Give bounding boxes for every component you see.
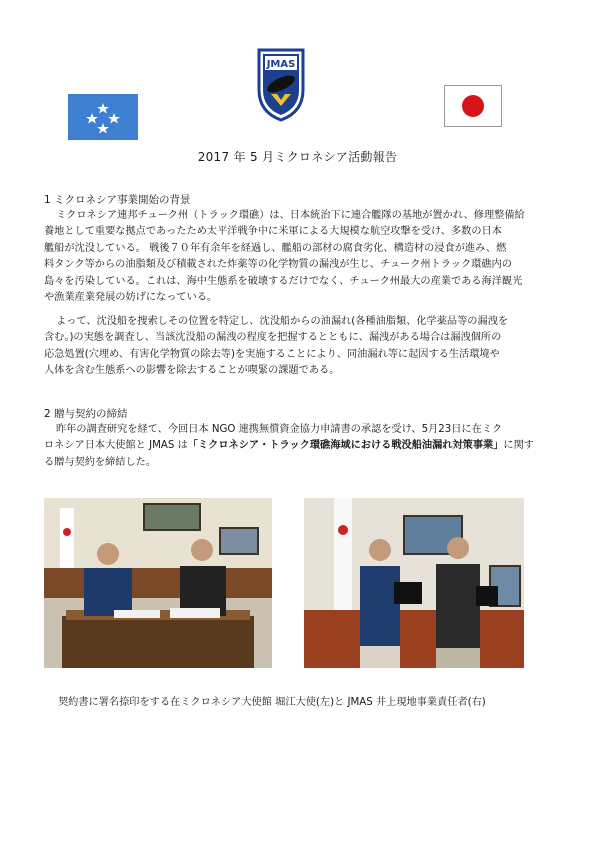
jmas-logo — [255, 46, 307, 122]
section-1-paragraph-2 — [44, 314, 554, 380]
text-line: 料タンク等からの油脂類及び積載された炸薬等の化学物質の漏洩が生じ、チューク州トラック環礁内の — [44, 259, 512, 271]
text-line: 応急処置(穴埋め、有害化学物質の除去等)を実施することにより、同油漏れ等に起因する生活環境や — [44, 348, 500, 360]
text-run: に関す — [503, 440, 534, 452]
text-line: 含む。)の実態を調査し、当該沈没船の漏洩の程度を把握するとともに、漏洩がある場合は漏洩個所の — [44, 332, 502, 344]
text-line: よって、沈没船を捜索しその位置を特定し、沈没船からの油漏れ(各種油脂類、化学薬品等の漏洩を — [56, 316, 509, 327]
section-2-heading: 2 贈与契約の締結 — [44, 408, 128, 420]
handshake-photo — [304, 498, 524, 668]
section-2-paragraph — [44, 422, 554, 471]
logo-text: JMAS — [266, 59, 296, 70]
text-line: 昨年の調査研究を経て、今回日本 NGO 連携無償資金協力申請書の承認を受け、5月23日に在ミク — [56, 424, 503, 435]
photo-caption: 契約書に署名捺印をする在ミクロネシア大使館 堀江大使(左)と JMAS 井上現地事業責任者(右) — [58, 697, 486, 708]
text-line: る贈与契約を締結した。 — [44, 456, 157, 468]
text-line: 養地として重要な拠点であったため太平洋戦争中に米軍による大規模な航空攻撃を受け、多数の日本 — [44, 226, 502, 238]
text-line: 島々を汚染している。これは、海中生態系を破壊するだけでなく、チューク州最大の産業である海洋観光 — [44, 275, 523, 287]
rising-sun-disc — [462, 95, 484, 117]
signing-photo — [44, 498, 272, 668]
text-line — [44, 438, 554, 454]
text-line: 人体を含む生態系への影響を除去することが喫緊の課題である。 — [44, 365, 340, 377]
text-line: や漁業産業発展の妨げになっている。 — [44, 292, 218, 304]
text-line: ミクロネシア連邦チューク州（トラック環礁）は、日本統治下に連合艦隊の基地が置かれ、修理整備給 — [56, 210, 525, 221]
text-line: 艦船が沈没している。 戦後７０年有余年を経過し、艦船の部材の腐食劣化、構造材の浸食が進み、燃 — [44, 242, 507, 254]
section-1-heading: 1 ミクロネシア事業開始の背景 — [44, 194, 191, 206]
micronesia-flag — [68, 94, 138, 140]
text-run: ロネシア日本大使館と JMAS は — [44, 440, 188, 452]
section-1-paragraph-1 — [44, 208, 554, 306]
micronesia-stars — [68, 94, 138, 140]
project-name: 「ミクロネシア・トラック環礁海域における戦没船油漏れ対策事業」 — [187, 440, 504, 452]
japan-flag — [444, 85, 502, 127]
report-title: 2017 年 5 月ミクロネシア活動報告 — [197, 150, 398, 164]
